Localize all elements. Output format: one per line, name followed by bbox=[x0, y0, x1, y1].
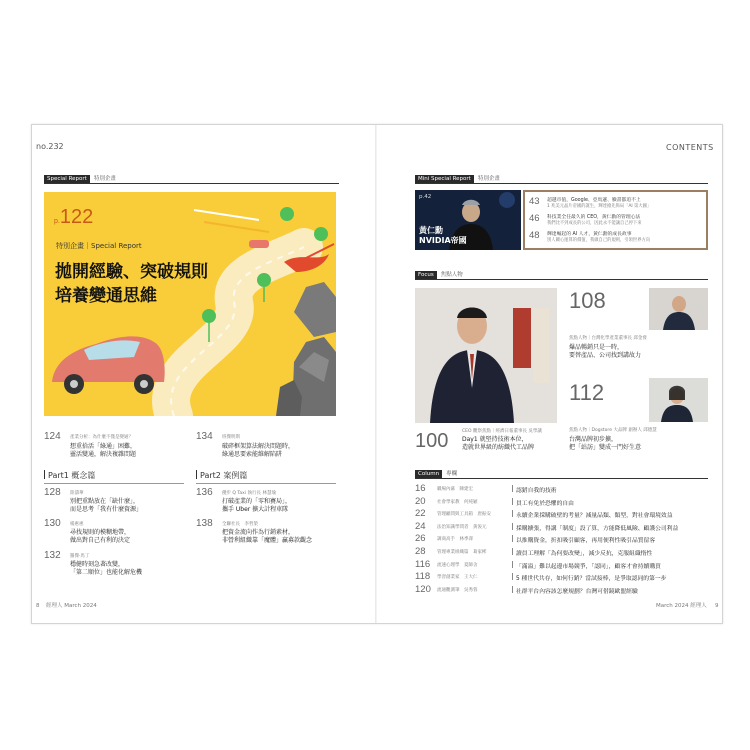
part1-title: Part1 概念篇 bbox=[48, 471, 96, 480]
column-title[interactable]: 讀員工理解「為何要改變」，減少反抗，克服組織惰性 bbox=[516, 551, 653, 557]
entry-title[interactable]: 超越市值，Google、亞馬遜、臉書都追不上 bbox=[547, 198, 641, 203]
entry-author: 陸濤華 bbox=[70, 491, 84, 496]
left-footer-brand: 經理人 March 2024 bbox=[46, 603, 97, 609]
column-separator bbox=[512, 498, 513, 505]
entry-title[interactable]: 科技業全任最久的 CEO，黃仁勳的管理心法 bbox=[547, 215, 641, 220]
cover-headline-1: 拋開經驗、突破規則 bbox=[55, 262, 208, 282]
entry-title[interactable]: 把「站訪」變成一門好生意 bbox=[569, 444, 642, 451]
mini-special-cover[interactable] bbox=[415, 190, 521, 250]
entry-sub: 1 兆美元晶片帝國的誕生，輝達搶先佈局「AI 第大國」 bbox=[547, 204, 652, 209]
entry-author: 焦點人物｜Dogstore 大品牌 創辦人 邱德慧 bbox=[569, 428, 657, 433]
focus-photo[interactable] bbox=[649, 288, 708, 330]
page-gutter bbox=[375, 125, 377, 623]
entry-page: 138 bbox=[196, 518, 213, 529]
entry-title[interactable]: 「第二順位」也能化解危機 bbox=[70, 569, 143, 576]
special-report-tag: Special Report bbox=[44, 175, 90, 183]
entry-page: 136 bbox=[196, 487, 213, 498]
entry-author: 班傑明斯 bbox=[222, 435, 240, 440]
focus-page: 108 bbox=[569, 288, 606, 313]
entry-title[interactable]: 輝達崛起的 AI 人才，黃仁勳的成長故事 bbox=[547, 232, 632, 237]
focus-photo[interactable] bbox=[649, 378, 708, 422]
entry-page: 134 bbox=[196, 431, 213, 442]
column-separator bbox=[512, 523, 513, 530]
focus-main-photo[interactable] bbox=[415, 288, 557, 423]
entry-title[interactable]: 造就世界級的紡織代工品牌 bbox=[462, 444, 535, 451]
column-author: 職場內幕 陳建宏 bbox=[437, 487, 473, 492]
entry-author: 產業分析：為什麼不僅是變通？ bbox=[70, 435, 133, 440]
entry-title[interactable]: 破碎框架算法解決問題時， bbox=[222, 443, 295, 450]
column-separator bbox=[512, 573, 513, 580]
column-author: 學習創業家 王大仁 bbox=[437, 575, 478, 581]
entry-title[interactable]: 非營利組織靠「魔體」贏募款觀念 bbox=[222, 537, 313, 544]
column-page: 24 bbox=[415, 520, 426, 532]
entry-author: 全聯社長 李哲榮 bbox=[222, 522, 258, 527]
contents-heading: CONTENTS bbox=[666, 143, 714, 152]
column-separator bbox=[512, 535, 513, 542]
focus-label bbox=[415, 271, 463, 279]
right-footer-page: 9 bbox=[715, 603, 719, 609]
column-separator bbox=[512, 548, 513, 555]
entry-title[interactable]: 打破產業的「零和賽局」， bbox=[222, 498, 292, 505]
column-author: 管理顧問與工具箱 唐振安 bbox=[437, 512, 491, 518]
divider bbox=[44, 183, 339, 184]
column-separator bbox=[512, 510, 513, 517]
focus-sub: 焦點人物 bbox=[440, 272, 463, 278]
divider bbox=[44, 483, 184, 484]
mini-page-number: p.42 bbox=[419, 194, 432, 200]
entry-title[interactable]: 而是思考「我有什麼資源」 bbox=[70, 506, 143, 513]
divider bbox=[415, 478, 708, 479]
entry-title[interactable]: 靈活變通，解決複雜問題 bbox=[70, 451, 137, 458]
column-author: 法治知識學問者 黃浚元 bbox=[437, 524, 487, 530]
column-tag: Column bbox=[415, 470, 442, 478]
divider bbox=[415, 279, 708, 280]
entry-title[interactable]: 要替產品、公司找到講故力 bbox=[569, 352, 642, 359]
column-author: 社會學家教 何純穎 bbox=[437, 499, 478, 505]
cover-kicker: 特別企畫｜Special Report bbox=[56, 242, 142, 250]
focus-tag: Focus bbox=[415, 271, 437, 279]
column-author: 管理專業組織篇 葛家彬 bbox=[437, 550, 487, 555]
portrait-illustration bbox=[415, 288, 557, 423]
mini-cover-title-2: NVIDIA帝國 bbox=[419, 236, 467, 245]
focus-main-page: 100 bbox=[415, 430, 449, 452]
entry-title[interactable]: 別把重點放在「缺什麼」， bbox=[70, 498, 140, 505]
cover-page-number: p.122 bbox=[54, 206, 94, 228]
column-title[interactable]: 永續企業採購破壁的考量？減量品類、類型，對社會環境效益 bbox=[516, 513, 673, 520]
column-label bbox=[415, 470, 457, 478]
column-page: 16 bbox=[415, 483, 426, 494]
entry-author: CEO 觀察焦點｜經濟日報董事長 吳學讓 bbox=[462, 429, 542, 434]
column-sub: 專欄 bbox=[446, 471, 458, 477]
entry-sub: 別人關心運算的價值，我做自己的規則，引領世界方向 bbox=[547, 238, 651, 243]
part-marker bbox=[44, 470, 45, 479]
column-title[interactable]: 5 種世代共存，如何行銷？當試接棒，是爭取認同的第一步 bbox=[516, 576, 667, 583]
entry-author: 優步 Q Taxi 執行長 林慧瑜 bbox=[222, 491, 276, 496]
divider bbox=[196, 483, 336, 484]
entry-title[interactable]: 攜手 Uber 擴大計程車隊 bbox=[222, 506, 289, 513]
column-title[interactable]: 認錯自我的技術 bbox=[516, 488, 557, 494]
mini-special-label bbox=[415, 175, 500, 183]
entry-title[interactable]: 把資金流向作為行銷素材， bbox=[222, 529, 295, 536]
cover-headline-2: 培養變通思維 bbox=[55, 286, 157, 306]
column-title[interactable]: 「滿溢」難以起邊市場競爭，「認同」，顧客才會持續購買 bbox=[516, 563, 661, 570]
entry-author: 焦點人物｜台灣化學產業董事長 邱金發 bbox=[569, 336, 647, 341]
portrait-illustration bbox=[649, 378, 708, 422]
column-author: 流速心理學 夏師舍 bbox=[437, 562, 478, 568]
entry-title[interactable]: 穩健時刻急著改變， bbox=[70, 561, 125, 568]
column-title[interactable]: 社群平台內容該怎麼規劃？台灣可借鏡歐盟經驗 bbox=[516, 588, 638, 595]
column-title[interactable]: 採購擴張，得講「制度」設了算，方能降低風險、顧護公司利益 bbox=[516, 525, 679, 532]
column-title[interactable]: 員工有免於恐懼的自由 bbox=[516, 500, 574, 507]
column-page: 28 bbox=[415, 546, 426, 557]
entry-page: 128 bbox=[44, 487, 61, 498]
portrait-illustration bbox=[649, 288, 708, 330]
entry-page: 130 bbox=[44, 518, 61, 529]
column-title[interactable]: 以推購資金，折扣吸引顧客，再用便利性吸引品質留客 bbox=[516, 538, 656, 545]
entry-title[interactable]: 爆品暢銷只是一時， bbox=[569, 344, 624, 351]
entry-title[interactable]: 尋找規則的模糊地帶， bbox=[70, 529, 131, 536]
column-author: 調商高手 林季澤 bbox=[437, 537, 473, 543]
issue-number: no.232 bbox=[36, 142, 64, 151]
left-footer-page: 8 bbox=[36, 603, 40, 609]
column-author: 流通觀測筆 吳秀蓉 bbox=[437, 587, 478, 593]
entry-page: 132 bbox=[44, 550, 61, 561]
column-separator bbox=[512, 561, 513, 568]
mini-special-sub: 特別企畫 bbox=[477, 176, 500, 182]
part2-title: Part2 案例篇 bbox=[200, 471, 248, 480]
mini-cover-title-1: 黃仁勳 bbox=[419, 226, 443, 235]
column-page: 22 bbox=[415, 508, 426, 520]
magazine-spread bbox=[31, 124, 723, 624]
special-report-cover[interactable] bbox=[44, 192, 336, 416]
entry-author: 楊惠惠 bbox=[70, 522, 84, 527]
column-separator bbox=[512, 485, 513, 492]
entry-title[interactable]: 台灣品牌初步擴， bbox=[569, 436, 618, 443]
right-footer-brand: March 2024 經理人 bbox=[656, 603, 707, 609]
column-page: 116 bbox=[415, 558, 431, 570]
divider bbox=[415, 183, 708, 184]
column-page: 118 bbox=[415, 571, 431, 583]
entry-page: 46 bbox=[529, 213, 540, 224]
special-report-sub: 特別企畫 bbox=[93, 176, 116, 182]
entry-title[interactable]: 綠通思要索能維解陷阱 bbox=[222, 451, 283, 458]
column-page: 26 bbox=[415, 533, 426, 545]
focus-page: 112 bbox=[569, 380, 605, 405]
entry-page: 48 bbox=[529, 230, 540, 241]
column-page: 120 bbox=[415, 583, 431, 595]
column-separator bbox=[512, 586, 513, 593]
entry-title[interactable]: 做出對自己有利的決定 bbox=[70, 537, 131, 544]
entry-sub: 我們比不到成長的公司，因此永不能讓自己停下來 bbox=[547, 221, 642, 226]
column-page: 20 bbox=[415, 495, 426, 507]
special-report-label bbox=[44, 175, 116, 183]
part-marker bbox=[196, 470, 197, 479]
entry-page: 124 bbox=[44, 431, 61, 442]
entry-page: 43 bbox=[529, 196, 540, 207]
entry-author: 羅傑·馬丁 bbox=[70, 554, 90, 559]
entry-title[interactable]: Day1 就堅持技術本位， bbox=[462, 436, 528, 443]
entry-title[interactable]: 想重拾活「綠通」困難， bbox=[70, 443, 137, 450]
mini-special-tag: Mini Special Report bbox=[415, 175, 474, 183]
